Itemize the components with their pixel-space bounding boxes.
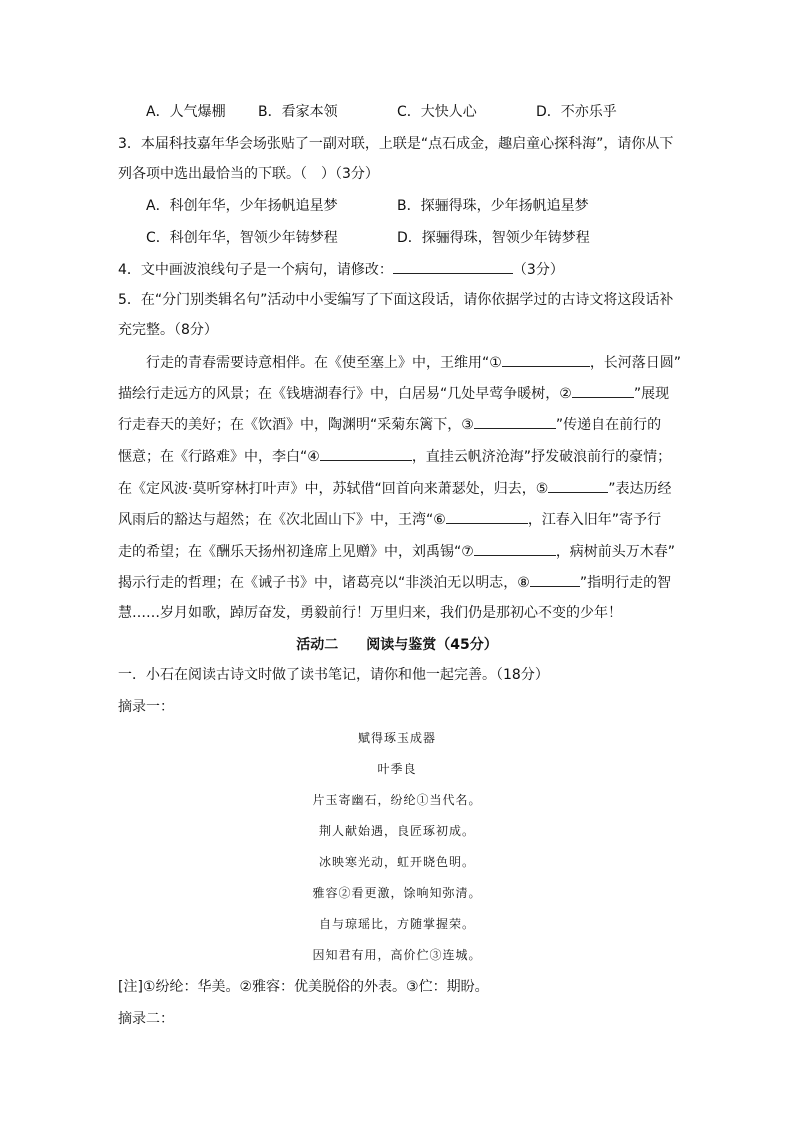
q5-p4-text-b: ，直挂云帆济沧海”抒发破浪前行的豪情；: [411, 449, 672, 465]
q5-paragraph-line7: [118, 541, 675, 562]
q4-score: （3分）: [512, 262, 564, 278]
q5-p6-text-b: ，江春入旧年”寄予行: [527, 512, 662, 528]
q3-option-a: A．科创年华，少年扬帆追星梦: [146, 198, 338, 214]
blank-4[interactable]: [320, 446, 412, 461]
q5-p5-text-a: 在《定风波·莫听穿林打叶声》中，苏轼借“回首向来萧瑟处，归去，⑤: [118, 481, 549, 497]
q5-p2-text-a: 描绘行走远方的风景；在《钱塘湖春行》中，白居易“几处早莺争暖树，②: [118, 386, 572, 402]
q2-option-c: C．大快人心: [397, 104, 477, 120]
poem-notes: [注]①纷纶：华美。②雅容：优美脱俗的外表。③伫：期盼。: [118, 979, 489, 995]
q5-paragraph-line9: 慧……岁月如歌，踔厉奋发，勇毅前行！万里归来，我们仍是那初心不变的少年！: [118, 605, 622, 621]
poem-title: 赋得琢玉成器: [357, 731, 436, 745]
q5-paragraph-line2: [118, 383, 669, 404]
q3-option-d: D．探骊得珠，智领少年铸梦程: [397, 230, 590, 246]
q4-answer-blank[interactable]: [393, 259, 513, 274]
blank-6[interactable]: [446, 509, 528, 524]
excerpt-2-label: 摘录二：: [118, 1011, 174, 1027]
q2-option-d: D．不亦乐乎: [536, 104, 617, 120]
q4-line: [118, 259, 564, 280]
q3-option-c: C．科创年华，智领少年铸梦程: [146, 230, 338, 246]
q5-p5-text-b: ”表达历经: [608, 481, 672, 497]
q5-p8-text-b: ”指明行走的智: [579, 575, 672, 591]
q5-stem-line2: 充完整。（8分）: [118, 322, 218, 338]
blank-8[interactable]: [530, 572, 580, 587]
excerpt-1-label: 摘录一：: [118, 699, 174, 715]
q3-option-b: B．探骊得珠，少年扬帆追星梦: [397, 198, 589, 214]
q5-paragraph-line6: [118, 509, 661, 530]
q3-stem-line1: 3．本届科技嘉年华会场张贴了一副对联，上联是“点石成金，趣启童心探科海”，请你从下: [118, 136, 674, 152]
q5-paragraph-line4: [118, 446, 671, 467]
poem-line: 因知君有用，高价伫③连城。: [312, 948, 482, 962]
q5-stem-line1: 5．在“分门别类辑名句”活动中小雯编写了下面这段话，请你依据学过的古诗文将这段话补: [118, 292, 674, 308]
q5-p2-text-b: ”展现: [633, 386, 670, 402]
poem-line: 自与琼瑶比，方随掌握荣。: [318, 917, 475, 931]
q5-p7-text-a: 走的希望；在《酬乐天扬州初逢席上见赠》中，刘禹锡“⑦: [118, 544, 474, 560]
q5-p1-text-b: ，长河落日圆”: [589, 355, 682, 371]
section-heading: 活动二 阅读与鉴赏（45分）: [296, 637, 498, 653]
poem-author: 叶季良: [377, 762, 417, 776]
blank-5[interactable]: [548, 478, 608, 493]
q5-paragraph-line5: [118, 478, 672, 499]
q5-paragraph-line3: [118, 414, 661, 435]
poem-line: 雅容②看更激，馀响知弥清。: [312, 886, 482, 900]
q5-p6-text-a: 风雨后的豁达与超然；在《次北固山下》中，王湾“⑥: [118, 512, 446, 528]
poem-line: 荆人献始遇，良匠琢初成。: [318, 824, 475, 838]
q5-p7-text-b: ，病树前头万木春”: [555, 544, 676, 560]
q5-p4-text-a: 惬意；在《行路难》中，李白“④: [118, 449, 320, 465]
q5-paragraph-line8: [118, 572, 671, 593]
q5-p3-text-a: 行走春天的美好；在《饮酒》中，陶渊明“采菊东篱下，③: [118, 417, 474, 433]
q5-p3-text-b: ”传递自在前行的: [555, 417, 662, 433]
q4-text: 4．文中画波浪线句子是一个病句，请修改：: [118, 262, 393, 278]
q5-p8-text-a: 揭示行走的哲理；在《诫子书》中，诸葛亮以“非淡泊无以明志，⑧: [118, 575, 530, 591]
blank-7[interactable]: [474, 541, 556, 556]
blank-3[interactable]: [474, 414, 556, 429]
blank-2[interactable]: [572, 383, 634, 398]
poem-line: 片玉寄幽石，纷纶①当代名。: [312, 793, 482, 807]
q5-paragraph-line1: [146, 352, 681, 373]
q3-stem-line2: 列各项中选出最恰当的下联。（ ）（3分）: [118, 166, 379, 182]
part1-intro: 一．小石在阅读古诗文时做了读书笔记，请你和他一起完善。（18分）: [118, 667, 549, 683]
q2-option-a: A．人气爆棚: [146, 104, 226, 120]
blank-1[interactable]: [502, 352, 590, 367]
q5-p1-text-a: 行走的青春需要诗意相伴。在《使至塞上》中，王维用“①: [146, 355, 502, 371]
poem-line: 冰映寒光动，虹开晓色明。: [318, 855, 475, 869]
q2-option-b: B．看家本领: [258, 104, 338, 120]
